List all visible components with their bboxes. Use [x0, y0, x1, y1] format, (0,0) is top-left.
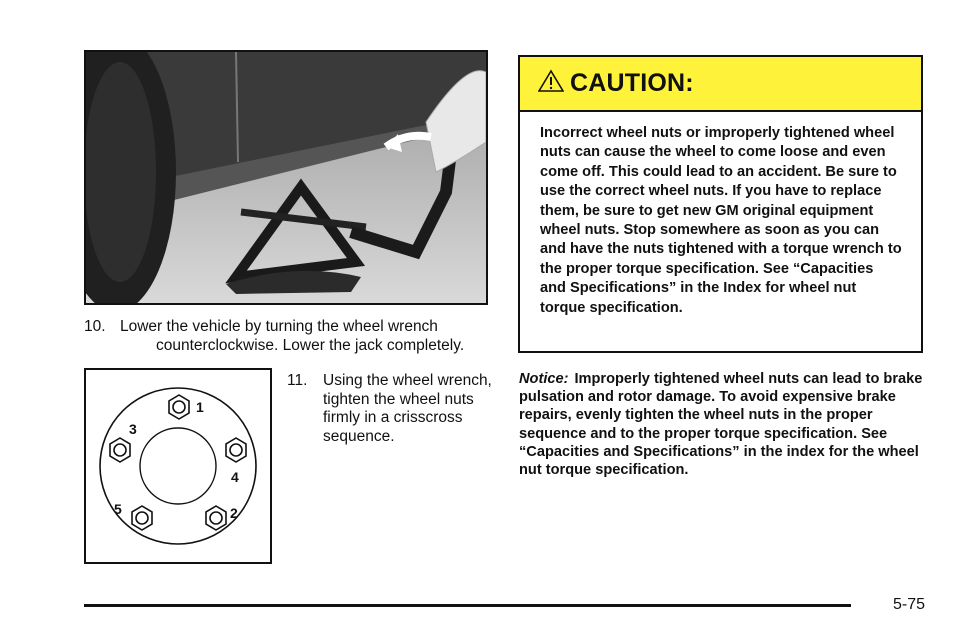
label-1: 1 [196, 399, 204, 415]
caution-box [518, 55, 923, 353]
notice-label: Notice: [519, 371, 569, 387]
step-11 [287, 372, 497, 446]
wheel-nut-sequence-diagram [84, 368, 272, 564]
label-5: 5 [114, 501, 122, 517]
caution-header [520, 57, 921, 112]
label-3: 3 [129, 421, 137, 437]
step-number: 11. [287, 372, 308, 389]
warning-triangle-icon [538, 69, 564, 93]
nut-1-icon [169, 395, 189, 419]
label-2: 2 [230, 505, 238, 521]
page-number: 5-75 [893, 596, 926, 613]
footer-rule [84, 604, 851, 607]
nut-2-icon [206, 506, 226, 530]
nut-3-icon [110, 438, 130, 462]
label-4: 4 [231, 469, 239, 485]
nut-4-icon [226, 438, 246, 462]
notice-paragraph [519, 370, 929, 479]
step-number: 10. [84, 318, 106, 335]
notice-text: Improperly tightened wheel nuts can lead to brake pulsation and rotor damage. To avoid expensive brake repairs, evenly tighten the wheel nuts in the proper sequence and to the proper torque specification. See “Capacities and Specifications” in the index for the wheel nut torque specification. [519, 371, 923, 479]
jack-lowering-photo [84, 50, 488, 305]
jack-illustration [86, 52, 486, 303]
caution-text: Incorrect wheel nuts or improperly tightened wheel nuts can cause the wheel to come loose and even come off. This could lead to an accident. Be sure to use the correct wheel nuts. If you have to replace them, be sure to get new GM original equipment wheel nuts. Stop somewhere as soon as you can and have the nuts tightened with a torque wrench to the proper torque specification. See “Capacities and Specifications” in the Index for wheel nut torque specification. [540, 125, 902, 316]
nut-5-icon [132, 506, 152, 530]
caution-title: CAUTION: [570, 69, 694, 97]
wheel-hub-illustration [86, 370, 270, 562]
step-10 [84, 318, 504, 355]
step-text: Using the wheel wrench, tighten the wheel nuts firmly in a crisscross sequence. [323, 372, 492, 445]
step-text: Lower the vehicle by turning the wheel wrench counterclockwise. Lower the jack completely. [120, 318, 465, 354]
